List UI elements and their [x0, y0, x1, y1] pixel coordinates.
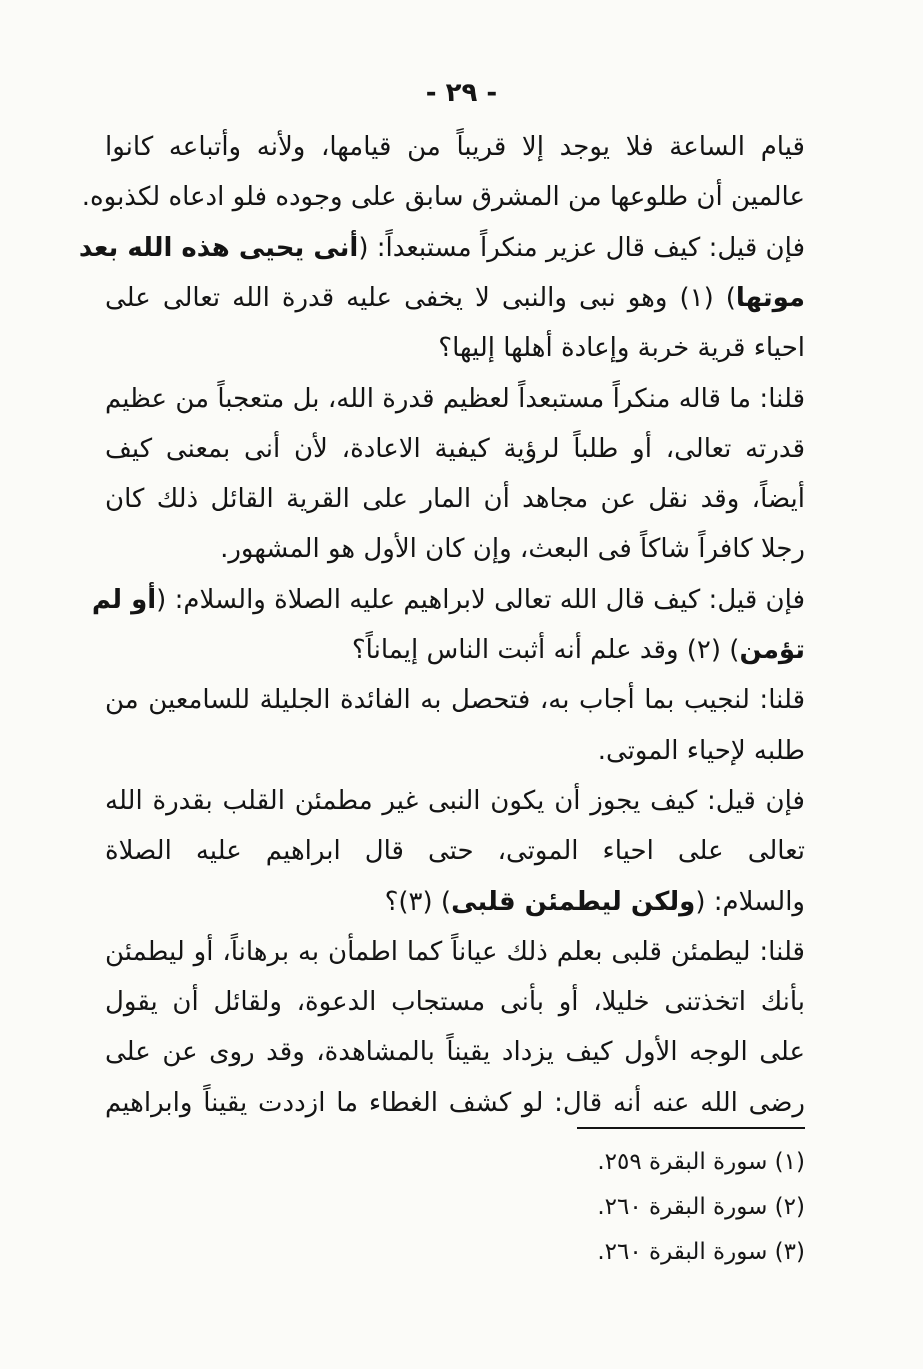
text-line [105, 429, 805, 469]
footnote-2: (٢) سورة البقرة ٢٦٠. [597, 1194, 805, 1220]
text-span: قلنا: لنجيب بما أجاب به، فتحصل به الفائدة الجليلة للسامعين من [105, 685, 805, 715]
text-line [78, 228, 805, 268]
text-line [105, 630, 805, 670]
text-line [105, 379, 805, 419]
text-span: والسلام: ( [695, 887, 805, 917]
footnote-1: (١) سورة البقرة ٢٥٩. [597, 1149, 805, 1175]
text-line [105, 529, 805, 569]
text-span: فإن قيل: كيف قال عزير منكراً مستبعداً: ( [358, 233, 805, 263]
text-span: ) (١) وهو نبى والنبى لا يخفى عليه قدرة الله تعالى على [105, 283, 736, 313]
text-line [105, 932, 805, 972]
text-span: أيضاً، وقد نقل عن مجاهد أن المار على القرية القائل ذلك كان [105, 484, 805, 514]
text-line [105, 479, 805, 519]
text-span: قيام الساعة فلا يوجد إلا قريباً من قيامها، ولأنه وأتباعه كانوا [105, 132, 805, 162]
text-span: بأنك اتخذتنى خليلا، أو بأنى مستجاب الدعوة، ولقائل أن يقول [105, 987, 805, 1017]
footnote-separator [577, 1127, 805, 1129]
text-span: قلنا: ليطمئن قلبى بعلم ذلك عياناً كما اطمأن به برهاناً، أو ليطمئن [105, 937, 805, 967]
text-line [105, 680, 805, 720]
text-span: ) (٣)؟ [384, 887, 452, 917]
text-span: ) (٢) وقد علم أنه أثبت الناس إيماناً؟ [351, 635, 740, 665]
text-line [105, 882, 805, 922]
text-span: قلنا: ما قاله منكراً مستبعداً لعظيم قدرة الله، بل متعجباً من عظيم [105, 384, 805, 414]
text-line [105, 1032, 805, 1072]
text-span: طلبه لإحياء الموتى. [597, 736, 805, 766]
text-span: فإن قيل: كيف قال الله تعالى لابراهيم عليه الصلاة والسلام: ( [156, 585, 805, 615]
quran-quote: موتها [735, 283, 805, 313]
text-span: تعالى على احياء الموتى، حتى قال ابراهيم عليه الصلاة [105, 836, 805, 866]
text-line [105, 781, 805, 821]
text-span: رضى الله عنه أنه قال: لو كشف الغطاء ما ازددت يقيناً وابراهيم [105, 1088, 805, 1118]
page-number: - ٢٩ - [425, 78, 498, 108]
text-line [81, 177, 805, 217]
text-line [105, 328, 805, 368]
quran-quote: أو لم [91, 585, 157, 615]
text-span: فإن قيل: كيف يجوز أن يكون النبى غير مطمئن القلب بقدرة الله [105, 786, 805, 816]
text-line [105, 831, 805, 871]
text-span: رجلا كافراً شاكاً فى البعث، وإن كان الأول هو المشهور. [220, 534, 805, 564]
quran-quote: ولكن ليطمئن قلبى [451, 887, 696, 917]
text-line [105, 127, 805, 167]
text-span: قدرته تعالى، أو طلباً لرؤية كيفية الاعادة، لأن أنى بمعنى كيف [105, 434, 805, 464]
quran-quote: أنى يحيى هذه الله بعد [78, 233, 359, 263]
footnote-3: (٣) سورة البقرة ٢٦٠. [597, 1239, 805, 1265]
text-line [105, 1083, 805, 1123]
text-line [91, 580, 805, 620]
text-span: احياء قرية خربة وإعادة أهلها إليها؟ [438, 333, 805, 363]
text-span: على الوجه الأول كيف يزداد يقيناً بالمشاهدة، وقد روى عن على [105, 1037, 805, 1067]
text-line [105, 278, 805, 318]
quran-quote: تؤمن [739, 635, 805, 665]
text-span: عالمين أن طلوعها من المشرق سابق على وجوده فلو ادعاه لكذبوه. [81, 182, 805, 212]
text-line [105, 731, 805, 771]
text-line [105, 982, 805, 1022]
